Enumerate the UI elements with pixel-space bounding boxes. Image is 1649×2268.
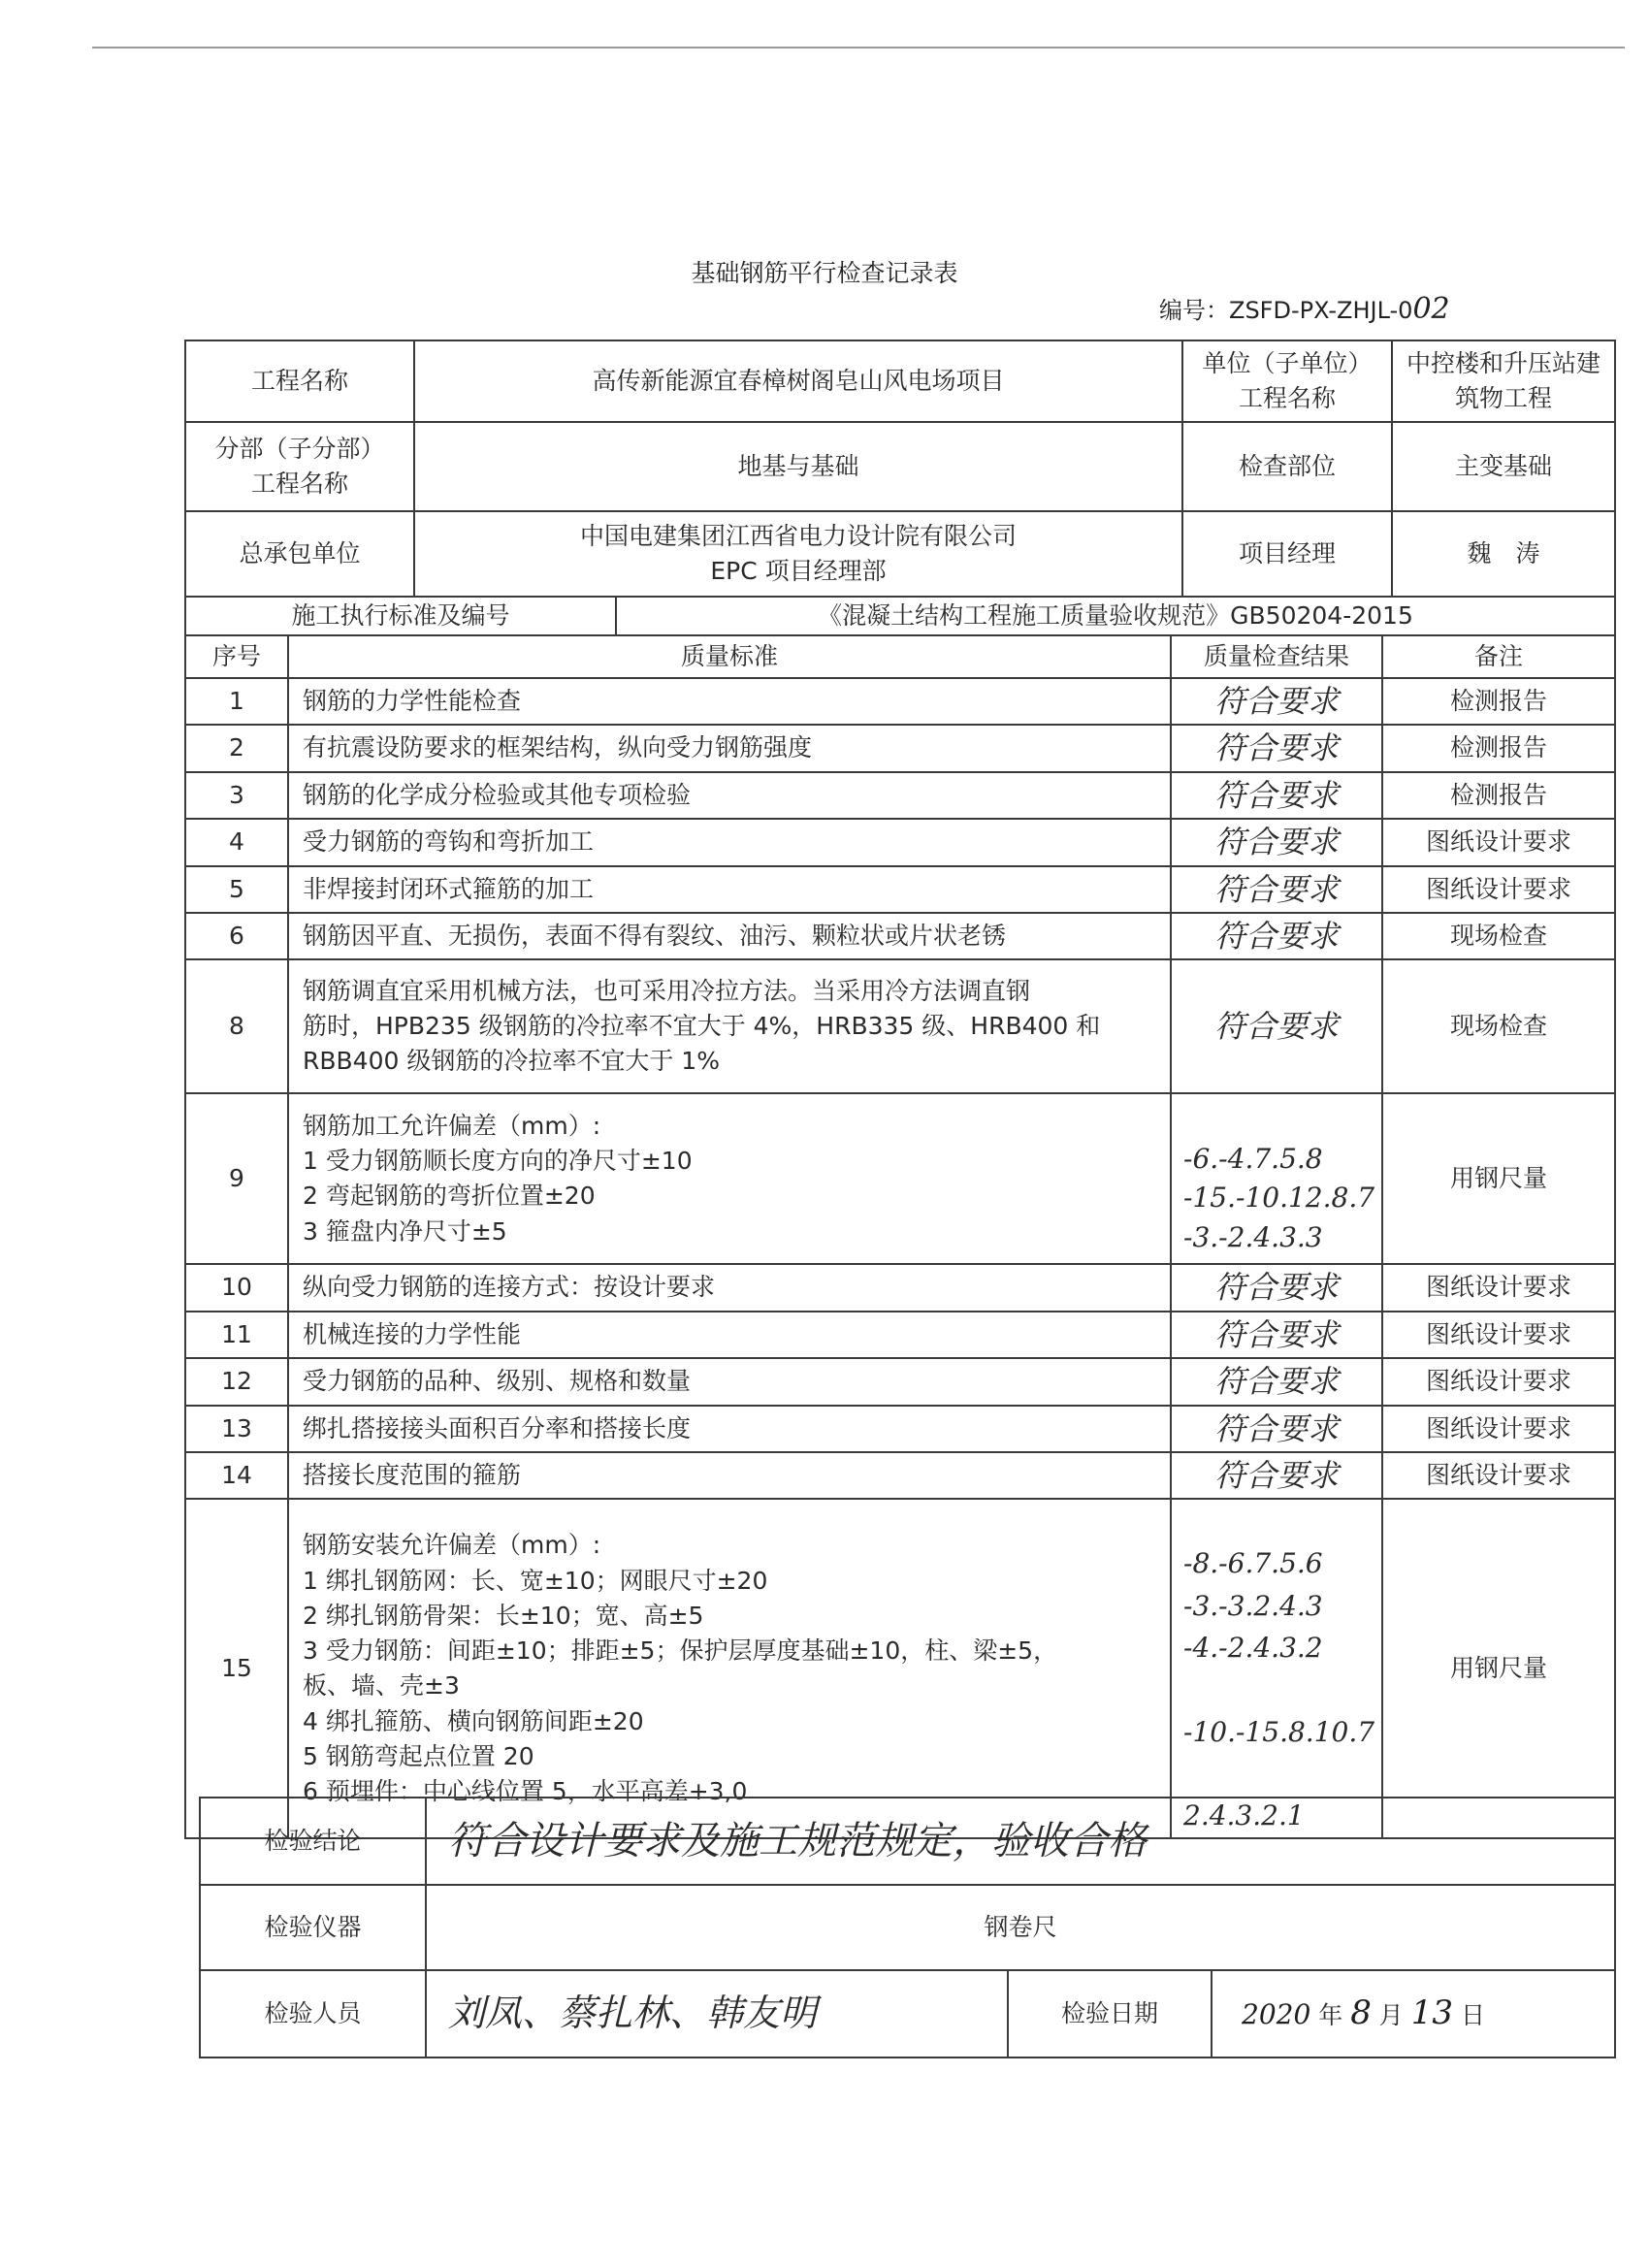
col-result: 质量检查结果 [1171,635,1382,678]
table-row [185,1499,1615,1838]
instrument-name: 钢卷尺 [426,1885,1615,1970]
inspect-part: 主变基础 [1392,422,1615,511]
row-no: 14 [185,1452,288,1499]
project-name: 高传新能源宜春樟树阁皂山风电场项目 [414,340,1182,422]
project-name-label: 工程名称 [185,340,414,422]
inspect-part-label: 检查部位 [1182,422,1392,511]
instrument-label: 检验仪器 [200,1885,426,1970]
row-standard: 受力钢筋的品种、级别、规格和数量 [288,1358,1171,1405]
row-no: 6 [185,913,288,959]
col-standard: 质量标准 [288,635,1171,678]
row-standard: 钢筋因平直、无损伤，表面不得有裂纹、油污、颗粒状或片状老锈 [288,913,1171,959]
standard-text: 《混凝土结构工程施工质量验收规范》GB50204-2015 [616,597,1615,635]
inspector-signatures: 刘凤、蔡扎林、韩友明 [426,1970,1008,2057]
row-no: 8 [185,959,288,1093]
row-remark: 检测报告 [1382,725,1615,771]
unit-name: 中控楼和升压站建筑物工程 [1392,340,1615,422]
row-result: -6.-4.7.5.8 -15.-10.12.8.7 -3.-2.4.3.3 [1171,1093,1382,1264]
row-no: 5 [185,866,288,913]
row-standard: 机械连接的力学性能 [288,1312,1171,1358]
row-result: 符合要求 [1171,725,1382,771]
document-title: 基础钢筋平行检查记录表 [691,259,958,287]
date-year-unit: 年 [1318,2001,1343,2030]
row-result: 符合要求 [1171,1406,1382,1452]
row-no: 1 [185,678,288,725]
document-code [1159,291,1450,326]
row-no: 4 [185,819,288,865]
table-row [185,772,1615,819]
contractor-name: 中国电建集团江西省电力设计院有限公司 EPC 项目经理部 [414,511,1182,597]
table-row [185,1093,1615,1264]
code-printed: ZSFD-PX-ZHJL-0 [1229,297,1413,324]
pm-label: 项目经理 [1182,511,1392,597]
row-standard: 绑扎搭接接头面积百分率和搭接长度 [288,1406,1171,1452]
row-standard: 纵向受力钢筋的连接方式：按设计要求 [288,1264,1171,1311]
row-remark: 检测报告 [1382,772,1615,819]
table-row [185,725,1615,771]
date-month: 8 [1350,1993,1372,2033]
row-standard: 钢筋安装允许偏差（mm）: 1 绑扎钢筋网：长、宽±10；网眼尺寸±20 2 绑扎钢筋骨架：长±10；宽、高±5 3 受力钢筋：间距±10；排距±5；保护层厚度基础±10，柱、梁±5， 板、墙、壳±3 4 绑扎箍筋、横向钢筋间距±20 5 钢筋弯起点位置 20 6 预埋件：中心线位置 5，水平高差+3,0 [288,1499,1171,1838]
row-no: 3 [185,772,288,819]
table-row [185,1312,1615,1358]
table-row [185,1264,1615,1311]
items-table [184,634,1616,1839]
row-result: 符合要求 [1171,1312,1382,1358]
inspector-label: 检验人员 [200,1970,426,2057]
unit-label: 单位（子单位） 工程名称 [1182,340,1392,422]
row-remark: 图纸设计要求 [1382,819,1615,865]
row-remark: 检测报告 [1382,678,1615,725]
date-day: 13 [1410,1993,1454,2033]
row-result: 符合要求 [1171,1358,1382,1405]
row-remark: 现场检查 [1382,913,1615,959]
code-label: 编号： [1159,297,1229,324]
scan-top-rule [92,47,1625,49]
standard-label: 施工执行标准及编号 [185,597,616,635]
row-standard: 钢筋加工允许偏差（mm）: 1 受力钢筋顺长度方向的净尺寸±10 2 弯起钢筋的弯折位置±20 3 箍盘内净尺寸±5 [288,1093,1171,1264]
row-result: 符合要求 [1171,1264,1382,1311]
row-remark: 图纸设计要求 [1382,866,1615,913]
row-no: 10 [185,1264,288,1311]
code-handwritten: 02 [1412,292,1450,326]
row-standard: 非焊接封闭环式箍筋的加工 [288,866,1171,913]
table-row [185,1358,1615,1405]
row-remark: 用钢尺量 [1382,1093,1615,1264]
row-result: 符合要求 [1171,913,1382,959]
row-standard: 受力钢筋的弯钩和弯折加工 [288,819,1171,865]
date-day-unit: 日 [1460,2001,1485,2030]
row-remark: 图纸设计要求 [1382,1406,1615,1452]
table-row [185,866,1615,913]
footer-table [199,1797,1616,2058]
conclusion-label: 检验结论 [200,1798,426,1885]
row-remark: 图纸设计要求 [1382,1312,1615,1358]
conclusion-handwritten: 符合设计要求及施工规范规定，验收合格 [426,1798,1615,1885]
row-result: 符合要求 [1171,772,1382,819]
sub-project-name: 地基与基础 [414,422,1182,511]
date-month-unit: 月 [1378,2001,1404,2030]
row-standard: 有抗震设防要求的框架结构，纵向受力钢筋强度 [288,725,1171,771]
row-result: 符合要求 [1171,819,1382,865]
row-no: 2 [185,725,288,771]
row-remark: 现场检查 [1382,959,1615,1093]
row-no: 13 [185,1406,288,1452]
table-row [185,1406,1615,1452]
date-year: 2020 [1242,1998,1311,2031]
table-row [185,913,1615,959]
col-remark: 备注 [1382,635,1615,678]
col-no: 序号 [185,635,288,678]
inspection-date [1212,1970,1615,2057]
row-no: 12 [185,1358,288,1405]
table-row [185,678,1615,725]
pm-name: 魏 涛 [1392,511,1615,597]
row-remark: 图纸设计要求 [1382,1264,1615,1311]
row-no: 9 [185,1093,288,1264]
sub-project-label: 分部（子分部） 工程名称 [185,422,414,511]
row-result: 符合要求 [1171,1452,1382,1499]
table-row [185,819,1615,865]
contractor-label: 总承包单位 [185,511,414,597]
row-standard: 钢筋调直宜采用机械方法，也可采用冷拉方法。当采用冷方法调直钢 筋时，HPB235 级钢筋的冷拉率不宜大于 4%，HRB335 级、HRB400 和 RBB400 级钢筋的冷拉率不宜大于 1% [288,959,1171,1093]
row-standard: 钢筋的力学性能检查 [288,678,1171,725]
row-standard: 钢筋的化学成分检验或其他专项检验 [288,772,1171,819]
row-result: 符合要求 [1171,959,1382,1093]
table-row [185,959,1615,1093]
row-standard: 搭接长度范围的箍筋 [288,1452,1171,1499]
row-result: -8.-6.7.5.6 -3.-3.2.4.3 -4.-2.4.3.2 -10.-15.8.10.7 2.4.3.2.1 [1171,1499,1382,1838]
row-result: 符合要求 [1171,678,1382,725]
row-remark: 图纸设计要求 [1382,1358,1615,1405]
date-label: 检验日期 [1008,1970,1212,2057]
table-row [185,1452,1615,1499]
row-remark: 图纸设计要求 [1382,1452,1615,1499]
row-remark: 用钢尺量 [1382,1499,1615,1838]
header-table [184,340,1616,636]
row-result: 符合要求 [1171,866,1382,913]
row-no: 15 [185,1499,288,1838]
row-no: 11 [185,1312,288,1358]
